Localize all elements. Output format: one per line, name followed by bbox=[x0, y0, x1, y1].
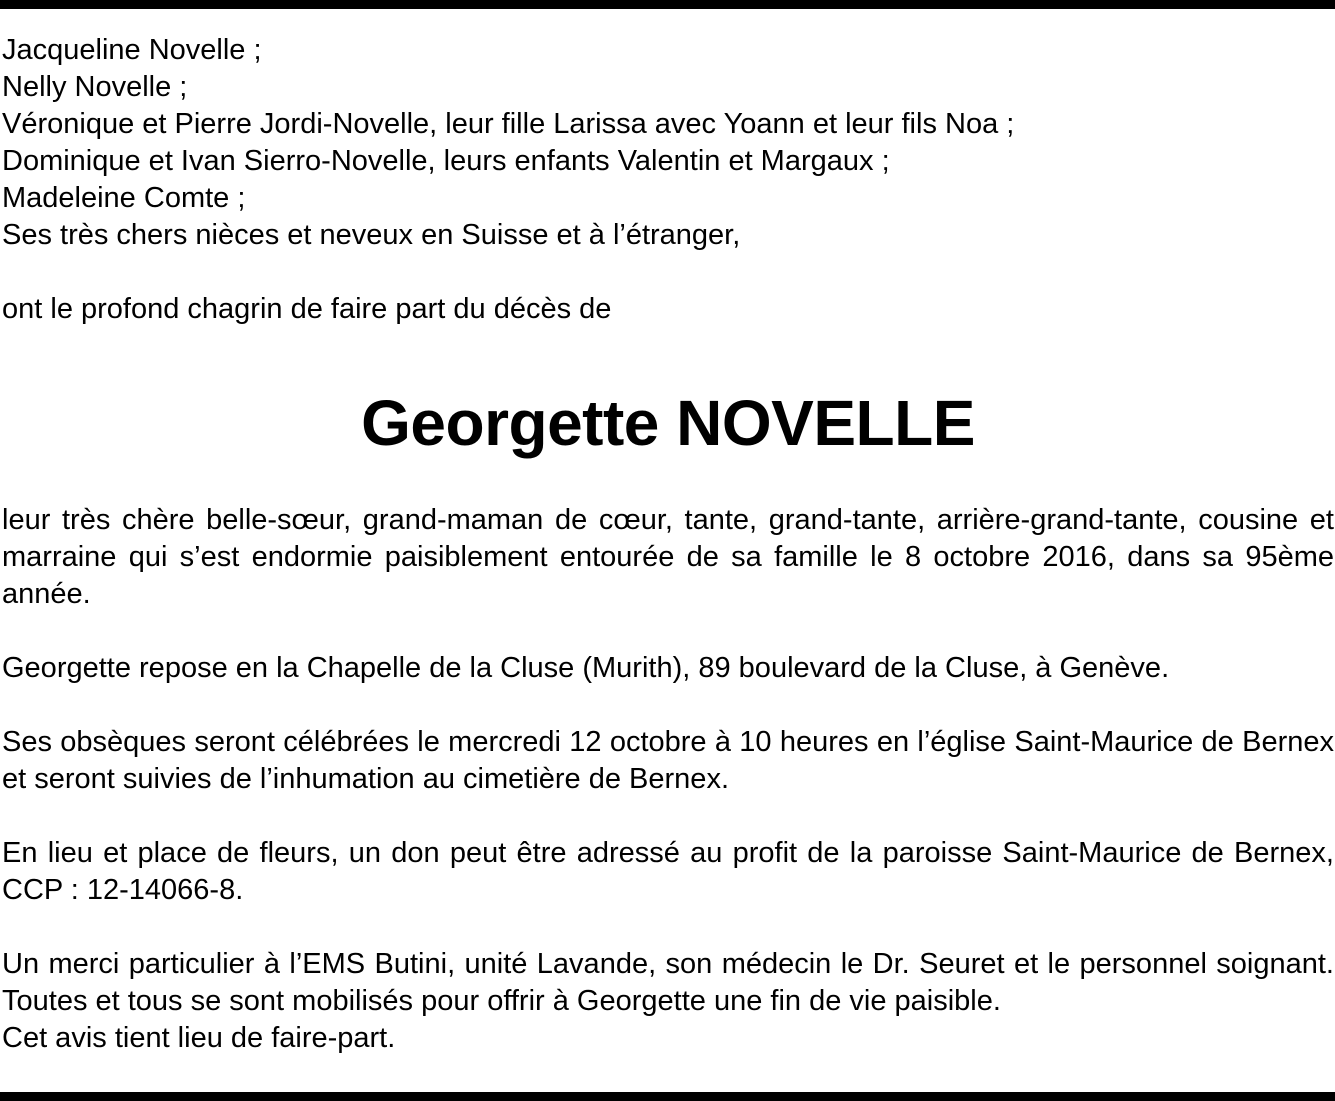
announcement-intro: ont le profond chagrin de faire part du décès de bbox=[2, 293, 612, 325]
funeral-paragraph: Ses obsèques seront célébrées le mercredi 12 octobre à 10 heures en l’église Saint-Maurice de Bernex et seront suivies de l’inhumation au cimetière de Bernex. bbox=[2, 726, 1334, 795]
family-member-line: Ses très chers nièces et neveux en Suisse et à l’étranger, bbox=[2, 219, 741, 251]
thanks-paragraph: Un merci particulier à l’EMS Butini, unité Lavande, son médecin le Dr. Seuret et le personnel soignant. Toutes et tous se sont mobilisés pour offrir à Georgette une fin de vie paisible. bbox=[2, 948, 1334, 1017]
family-member-line: Nelly Novelle ; bbox=[2, 71, 188, 103]
resting-place-paragraph: Georgette repose en la Chapelle de la Cluse (Murith), 89 boulevard de la Cluse, à Genève. bbox=[2, 652, 1170, 684]
family-member-line: Madeleine Comte ; bbox=[2, 182, 246, 214]
top-border-rule bbox=[0, 0, 1335, 9]
family-member-line: Dominique et Ivan Sierro-Novelle, leurs enfants Valentin et Margaux ; bbox=[2, 145, 890, 177]
obituary-notice bbox=[2, 32, 1334, 1057]
family-member-line: Jacqueline Novelle ; bbox=[2, 34, 262, 66]
tribute-paragraph: leur très chère belle-sœur, grand-maman de cœur, tante, grand-tante, arrière-grand-tante, cousine et marraine qui s’est endormie paisiblement entourée de sa famille le 8 octobre 2016, dans sa 95ème année. bbox=[2, 504, 1334, 610]
bottom-border-rule bbox=[0, 1092, 1335, 1101]
family-list bbox=[2, 32, 1334, 254]
family-member-line: Véronique et Pierre Jordi-Novelle, leur fille Larissa avec Yoann et leur fils Noa ; bbox=[2, 108, 1015, 140]
closing-line: Cet avis tient lieu de faire-part. bbox=[2, 1022, 396, 1054]
donation-paragraph: En lieu et place de fleurs, un don peut être adressé au profit de la paroisse Saint-Maurice de Bernex, CCP : 12-14066-8. bbox=[2, 837, 1334, 906]
deceased-name: Georgette NOVELLE bbox=[361, 387, 975, 459]
